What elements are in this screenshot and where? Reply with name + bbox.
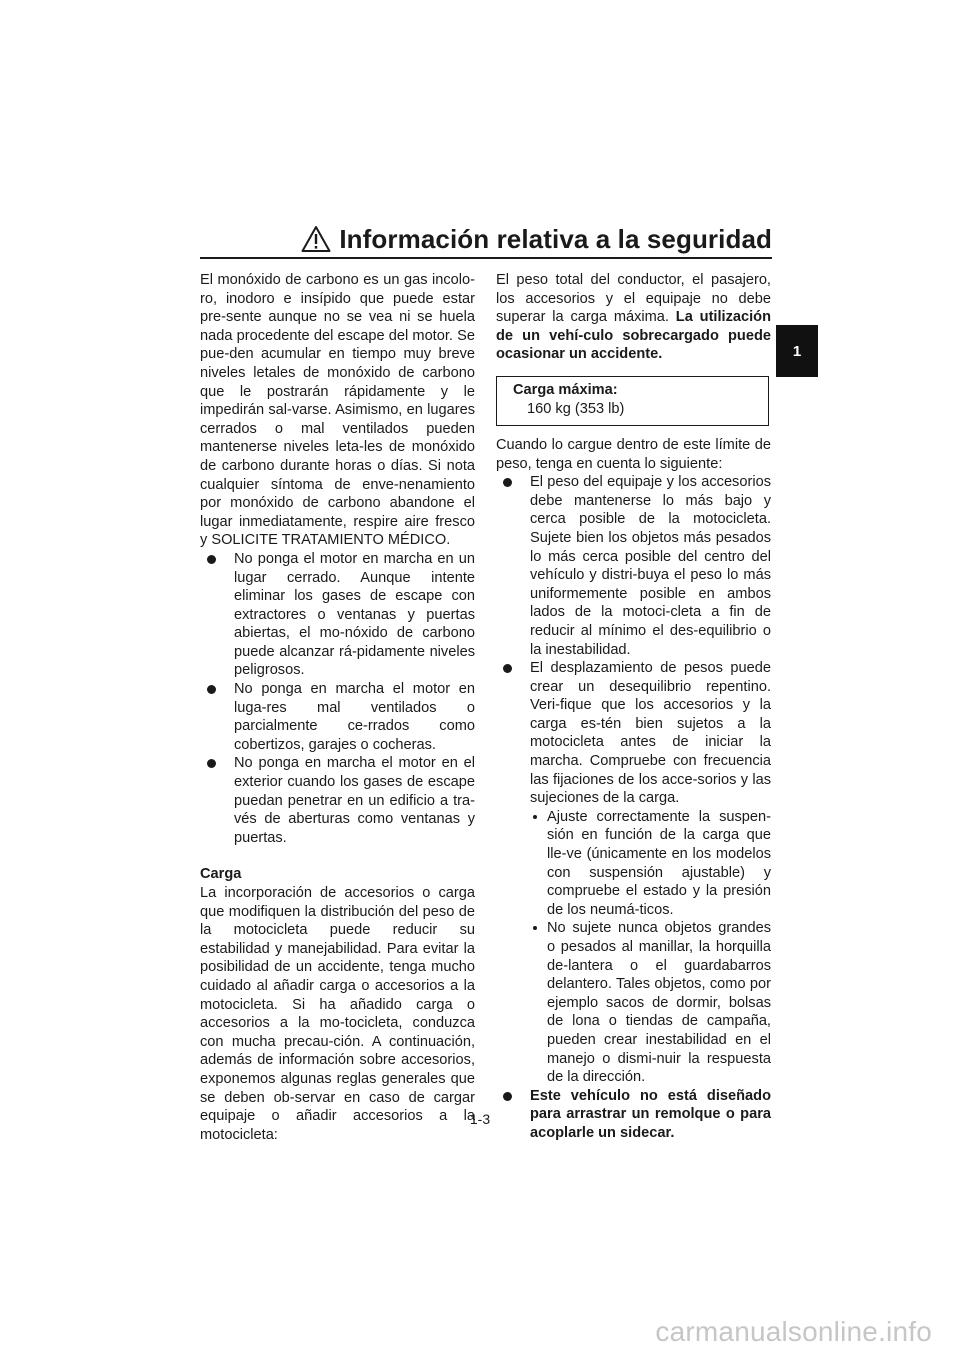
max-load-value: 160 kg (353 lb) [527,400,625,417]
bullet-icon [207,555,216,564]
list-item: El peso del equipaje y los accesorios debe mantenerse lo más bajo y cerca posible de la motocicleta. Sujete bien los objetos más pesados lo más cerca posible del centro del vehículo y distri-buya el peso lo más uniformemente posible en ambos lados de la motoci-cleta a fin de reducir al mínimo el des-equilibrio o la inestabilidad. [530,473,771,659]
bullet-icon [503,664,512,673]
bullet-icon [503,478,512,487]
sub-bullet-icon [533,815,537,819]
page-header [200,222,772,256]
list-item: Este vehículo no está diseñado para arrastrar un remolque o para acoplarle un sidecar. [530,1087,771,1143]
warning-triangle-icon [301,225,331,253]
max-load-label: Carga máxima: [513,381,618,398]
bullet-icon [207,685,216,694]
list-item: No ponga el motor en marcha en un lugar cerrado. Aunque intente eliminar los gases de escape con extractores o ventanas y puertas abiertas, el mo-nóxido de carbono puede alcanzar rá-pidamente niveles peligrosos. [234,550,475,680]
right-column [496,271,771,1143]
list-item: El desplazamiento de pesos puede crear un desequilibrio repentino. Veri-fique que los accesorios y la carga es-tén bien sujetos a la motocicleta antes de iniciar la marcha. Compruebe con frecuencia las fijaciones de los acce-sorios y las sujeciones de la carga. Ajuste correctamente la suspen-sión en función de la carga que lle-ve (únicamente en los modelos con suspensión ajustable) y compruebe el estado y la presión de los neumá-ticos. No sujete nunca objetos grandes o pesados al manillar, la horquilla de-lantera o el guardabarros delantero. Tales objetos, como por ejemplo sacos de dormir, bolsas de lona o tiendas de campaña, pueden crear inestabilidad en el manejo o dismi-nuir la respuesta de la dirección. [530,659,771,1087]
weight-paragraph: El peso total del conductor, el pasajero, los accesorios y el equipaje no debe superar la carga máxima. La utilización de un vehí-culo sobrecargado puede ocasionar un accidente. [496,272,772,363]
load-bullets [496,473,771,1142]
max-load-box [496,376,769,426]
header-divider [200,257,772,259]
left-column [200,271,475,1144]
watermark: carmanualsonline.info [655,1316,932,1347]
list-item: No ponga en marcha el motor en luga-res mal ventilados o parcialmente ce-rrados como cobertizos, garajes o cocheras. [234,680,475,754]
load-paragraph: La incorporación de accesorios o carga que modifiquen la distribución del peso de la motocicleta puede reducir su estabilidad y manejabilidad. Para evitar la posibilidad de un accidente, tenga mucho cuidado al añadir carga o accesorios a la motocicleta. Si ha añadido carga o accesorios a la mo-tocicleta, conduzca con mucha precau-ción. A continuación, además de información sobre accesorios, exponemos algunas reglas generales que se deben ob-servar en caso de cargar equipaje o añadir accesorios a la motocicleta: [200,885,475,1143]
chapter-tab: 1 [776,325,818,377]
carbon-monoxide-bullets [200,550,475,848]
page-title: Información relativa a la seguridad [339,223,772,254]
sub-list-item: No sujete nunca objetos grandes o pesados al manillar, la horquilla de-lantera o el guardabarros delantero. Tales objetos, como por ejemplo sacos de dormir, bolsas de lona o tiendas de campaña, pueden crear inestabilidad en el manejo o dismi-nuir la respuesta de la dirección. [547,919,771,1086]
sub-list-item: Ajuste correctamente la suspen-sión en función de la carga que lle-ve (únicamente en los modelos con suspensión ajustable) y compruebe el estado y la presión de los neumá-ticos. [547,808,771,920]
load-sub-bullets [530,808,771,1087]
page-number: 1-3 [469,1111,491,1127]
bullet-icon [503,1092,512,1101]
bullet-icon [207,759,216,768]
carbon-monoxide-paragraph: El monóxido de carbono es un gas incolo-ro, inodoro e insípido que puede estar pre-sente aunque no se vea ni se huela nada procedente del escape del motor. Se pue-den acumular en tiempo muy breve niveles letales de monóxido de carbono que le postrarán rápidamente y le impedirán sal-varse. Asimismo, en lugares cerrados o mal ventilados pueden mantenerse niveles leta-les de monóxido de carbono durante horas o días. Si nota cualquier síntoma de enve-nenamiento por monóxido de carbono abandone el lugar inmediatamente, respire aire fresco y SOLICITE TRATAMIENTO MÉDICO. [200,272,475,549]
list-item: No ponga en marcha el motor en el exterior cuando los gases de escape puedan penetrar en un edificio a tra-vés de aberturas como ventanas y puertas. [234,754,475,847]
sub-bullet-icon [533,926,537,930]
section-title-carga: Carga [200,866,242,883]
load-limit-paragraph: Cuando lo cargue dentro de este límite de peso, tenga en cuenta lo siguiente: [496,436,771,472]
